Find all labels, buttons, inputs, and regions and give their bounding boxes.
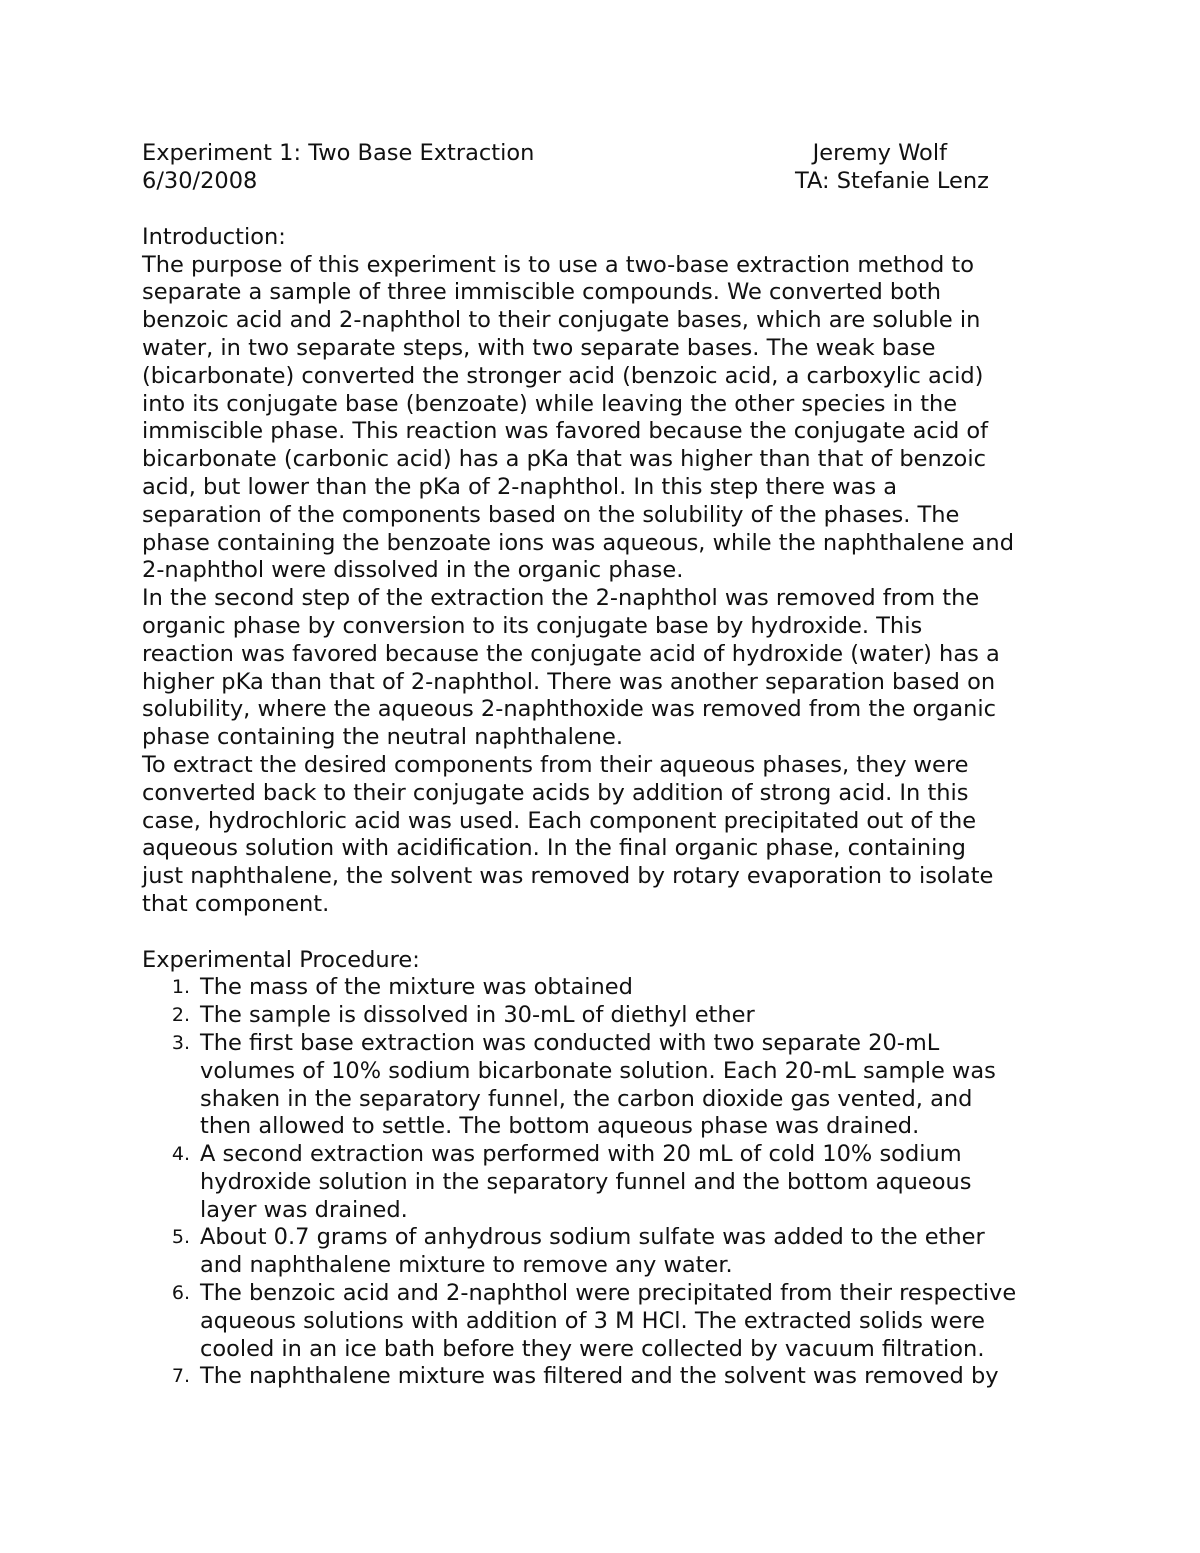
step-line: layer was drained. bbox=[200, 1196, 408, 1223]
intro-line: organic phase by conversion to its conjugate base by hydroxide. This bbox=[142, 612, 923, 639]
introduction-body bbox=[142, 252, 1062, 919]
step-number: 1. bbox=[171, 976, 190, 999]
intro-line: acid, but lower than the pKa of 2-naphthol. In this step there was a bbox=[142, 473, 897, 500]
intro-line: solubility, where the aqueous 2-naphthoxide was removed from the organic bbox=[142, 696, 997, 723]
procedure-step bbox=[142, 1002, 1062, 1030]
intro-line: immiscible phase. This reaction was favored because the conjugate acid of bbox=[142, 418, 989, 445]
intro-line: aqueous solution with acidification. In the final organic phase, containing bbox=[142, 835, 966, 862]
step-line: The naphthalene mixture was filtered and the solvent was removed by bbox=[200, 1363, 999, 1390]
step-line: About 0.7 grams of anhydrous sodium sulfate was added to the ether bbox=[200, 1224, 985, 1251]
step-line: volumes of 10% sodium bicarbonate solution. Each 20-mL sample was bbox=[200, 1057, 996, 1084]
step-line: and naphthalene mixture to remove any water. bbox=[200, 1252, 733, 1279]
step-line: cooled in an ice bath before they were collected by vacuum filtration. bbox=[200, 1335, 985, 1362]
procedure-step bbox=[142, 974, 1062, 1002]
step-line: aqueous solutions with addition of 3 M HCl. The extracted solids were bbox=[200, 1307, 985, 1334]
procedure-step bbox=[142, 1224, 1062, 1280]
intro-line: case, hydrochloric acid was used. Each component precipitated out of the bbox=[142, 807, 977, 834]
step-line: The mass of the mixture was obtained bbox=[200, 974, 633, 1001]
step-line: The first base extraction was conducted with two separate 20-mL bbox=[200, 1029, 940, 1056]
step-line: hydroxide solution in the separatory funnel and the bottom aqueous bbox=[200, 1168, 972, 1195]
intro-line: higher pKa than that of 2-naphthol. There was another separation based on bbox=[142, 668, 996, 695]
intro-line: phase containing the neutral naphthalene. bbox=[142, 724, 624, 751]
introduction-heading: Introduction: bbox=[142, 223, 286, 250]
step-line: shaken in the separatory funnel, the carbon dioxide gas vented, and bbox=[200, 1085, 973, 1112]
procedure-step bbox=[142, 1280, 1062, 1363]
intro-line: into its conjugate base (benzoate) while leaving the other species in the bbox=[142, 390, 958, 417]
intro-line: bicarbonate (carbonic acid) has a pKa that was higher than that of benzoic bbox=[142, 446, 986, 473]
intro-line: benzoic acid and 2-naphthol to their conjugate bases, which are soluble in bbox=[142, 307, 981, 334]
procedure-heading: Experimental Procedure: bbox=[142, 946, 420, 973]
step-number: 5. bbox=[171, 1226, 190, 1249]
document-header bbox=[142, 140, 1062, 196]
intro-line: The purpose of this experiment is to use a two-base extraction method to bbox=[142, 251, 974, 278]
intro-line: separate a sample of three immiscible compounds. We converted both bbox=[142, 279, 942, 306]
step-number: 3. bbox=[171, 1031, 190, 1054]
intro-line: separation of the components based on the solubility of the phases. The bbox=[142, 501, 960, 528]
intro-line: converted back to their conjugate acids by addition of strong acid. In this bbox=[142, 779, 969, 806]
ta-name: TA: Stefanie Lenz bbox=[795, 167, 989, 194]
intro-line: water, in two separate steps, with two separate bases. The weak base bbox=[142, 334, 936, 361]
header-left bbox=[142, 140, 534, 196]
header-right bbox=[795, 140, 989, 196]
step-number: 7. bbox=[171, 1365, 190, 1388]
procedure-list bbox=[142, 974, 1062, 1391]
step-number: 2. bbox=[171, 1004, 190, 1027]
intro-line: In the second step of the extraction the 2-naphthol was removed from the bbox=[142, 585, 980, 612]
procedure-step bbox=[142, 1030, 1062, 1141]
intro-line: 2-naphthol were dissolved in the organic phase. bbox=[142, 557, 684, 584]
intro-line: To extract the desired components from their aqueous phases, they were bbox=[142, 751, 969, 778]
procedure-step bbox=[142, 1363, 1062, 1391]
author-name: Jeremy Wolf bbox=[812, 140, 947, 166]
step-line: The benzoic acid and 2-naphthol were precipitated from their respective bbox=[200, 1280, 1017, 1307]
document-page bbox=[142, 140, 1062, 1391]
step-number: 6. bbox=[171, 1282, 190, 1305]
intro-line: phase containing the benzoate ions was aqueous, while the naphthalene and bbox=[142, 529, 1014, 556]
step-line: The sample is dissolved in 30-mL of diethyl ether bbox=[200, 1002, 755, 1029]
step-number: 4. bbox=[171, 1143, 190, 1166]
intro-line: reaction was favored because the conjugate acid of hydroxide (water) has a bbox=[142, 640, 1000, 667]
intro-line: that component. bbox=[142, 890, 330, 917]
experiment-title: Experiment 1: Two Base Extraction bbox=[142, 140, 535, 166]
experiment-date: 6/30/2008 bbox=[142, 167, 258, 194]
procedure-step bbox=[142, 1141, 1062, 1224]
intro-line: (bicarbonate) converted the stronger acid (benzoic acid, a carboxylic acid) bbox=[142, 362, 984, 389]
step-line: A second extraction was performed with 20 mL of cold 10% sodium bbox=[200, 1141, 962, 1168]
step-line: then allowed to settle. The bottom aqueous phase was drained. bbox=[200, 1113, 920, 1140]
intro-line: just naphthalene, the solvent was removed by rotary evaporation to isolate bbox=[142, 863, 994, 890]
